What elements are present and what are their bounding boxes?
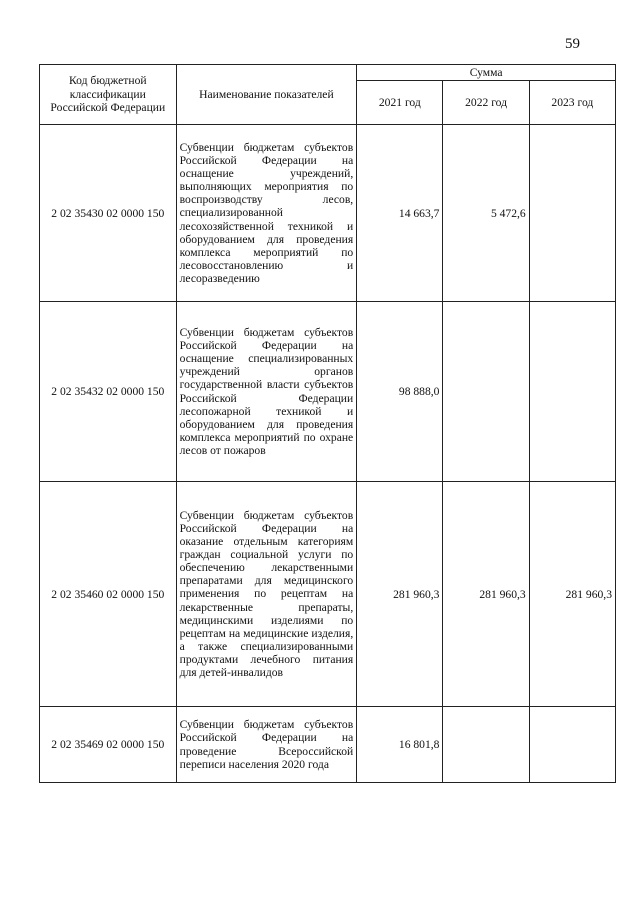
table-row [40,707,616,783]
row-code: 2 02 35469 02 0000 150 [40,707,177,783]
budget-table [39,64,616,783]
table-row [40,302,616,482]
row-code: 2 02 35460 02 0000 150 [40,482,177,707]
header-year-2022: 2022 год [443,81,529,125]
page-number: 59 [565,36,580,52]
row-name: Субвенции бюджетам субъектов Российской Федерации на оснащение специализированных учреждений органов государственной власти субъектов Российской Федерации лесопожарной техникой и оборудованием для проведения комплекса мероприятий по охране лесов от пожаров [176,302,357,482]
row-value-2021: 14 663,7 [357,125,443,302]
table-row [40,125,616,302]
row-name: Субвенции бюджетам субъектов Российской Федерации на проведение Всероссийской переписи населения 2020 года [176,707,357,783]
row-value-2023 [529,707,615,783]
row-value-2021: 98 888,0 [357,302,443,482]
row-value-2022: 281 960,3 [443,482,529,707]
row-code: 2 02 35430 02 0000 150 [40,125,177,302]
table-header-row [40,65,616,81]
row-value-2023: 281 960,3 [529,482,615,707]
row-value-2022 [443,707,529,783]
row-name: Субвенции бюджетам субъектов Российской Федерации на оснащение учреждений, выполняющих мероприятия по воспроизводству лесов, специализированной лесохозяйственной техникой и оборудованием для проведения комплекса мероприятий по лесовосстановлению и лесоразведению [176,125,357,302]
table-row [40,482,616,707]
row-value-2021: 281 960,3 [357,482,443,707]
header-code: Код бюджетной классификации Российской Федерации [40,65,177,125]
header-name: Наименование показателей [176,65,357,125]
row-value-2022 [443,302,529,482]
header-sum: Сумма [357,65,616,81]
row-name: Субвенции бюджетам субъектов Российской Федерации на оказание отдельным категориям граждан социальной услуги по обеспечению лекарственными препаратами для медицинского применения по рецептам на лекарственные препараты, медицинскими изделиями по рецептам на медицинские изделия, а также специализированными продуктами лечебного питания для детей-инвалидов [176,482,357,707]
header-year-2023: 2023 год [529,81,615,125]
row-value-2023 [529,302,615,482]
row-value-2023 [529,125,615,302]
header-year-2021: 2021 год [357,81,443,125]
row-value-2022: 5 472,6 [443,125,529,302]
row-code: 2 02 35432 02 0000 150 [40,302,177,482]
row-value-2021: 16 801,8 [357,707,443,783]
